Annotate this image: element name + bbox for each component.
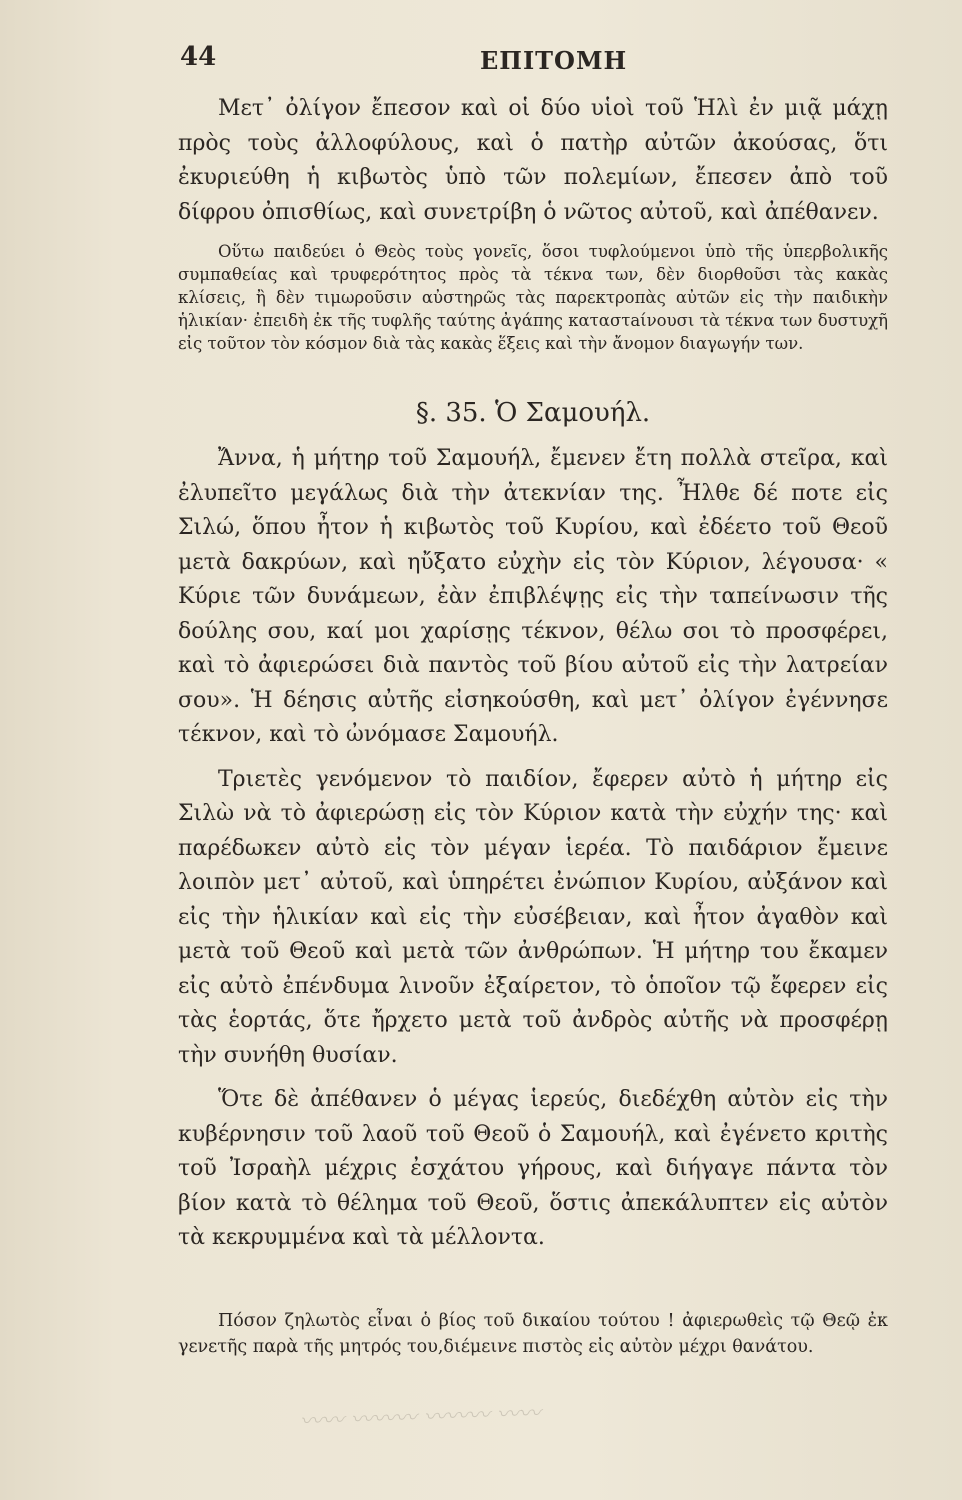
paragraph: Μετ᾽ ὀλίγον ἔπεσον καὶ οἱ δύο υἱοὶ τοῦ Ἡλὶ ἐν μιᾷ μάχῃ πρὸς τοὺς ἀλλοφύλους, καὶ ὁ πατὴρ αὐτῶν ἀκούσας, ὅτι ἐκυριεύθη ἡ κιβωτὸς ὑπὸ τῶν πολεμίων, ἔπεσεν ἀπὸ τοῦ δίφρου ὀπισθίως, καὶ συνετρίβη ὁ νῶτος αὐτοῦ, καὶ ἀπέθανεν. (178, 96, 888, 225)
main-text (178, 442, 888, 1256)
commentary-note-top (178, 240, 888, 355)
paragraph: Ἄννα, ἡ μήτηρ τοῦ Σαμουήλ, ἔμενεν ἔτη πολλὰ στεῖρα, καὶ ἐλυπεῖτο μεγάλως διὰ τὴν ἀτεκνίαν της. Ἦλθε δέ ποτε εἰς Σιλώ, ὅπου ἦτον ἡ κιβωτὸς τοῦ Κυρίου, καὶ ἐδέετο τοῦ Θεοῦ μετὰ δακρύων, καὶ ηὔξατο εὐχὴν εἰς τὸν Κύριον, λέγουσα· « Κύριε τῶν δυνάμεων, ἐὰν ἐπιβλέψῃς εἰς τὴν ταπείνωσιν τῆς δούλης σου, καί μοι χαρίσῃς τέκνον, θέλω σοι τὸ προσφέρει, καὶ τὸ ἀφιερώσει διὰ παντὸς τοῦ βίου αὐτοῦ εἰς τὴν λατρείαν σου». Ἡ δέησις αὐτῆς εἰσηκούσθη, καὶ μετ᾽ ὀλίγον ἐγέννησε τέκνον, καὶ τὸ ὠνόμασε Σαμουήλ. (178, 446, 888, 747)
note-paragraph: Οὕτω παιδεύει ὁ Θεὸς τοὺς γονεῖς, ὅσοι τυφλούμενοι ὑπὸ τῆς ὑπερβολικῆς συμπαθείας καὶ τρυφερότητος πρὸς τὰ τέκνα των, δὲν διορθοῦσι τὰς κακὰς κλίσεις, ἢ δὲν τιμωροῦσιν αὐστηρῶς τὰς παρεκτροπὰς αὐτῶν εἰς τὴν παιδικὴν ἡλικίαν· ἐπειδὴ ἐκ τῆς τυφλῆς ταύτης ἀγάπης καταστaίνουσι τὰ τέκνα των δυστυχῆ εἰς τοῦτον τὸν κόσμον διὰ τὰς κακὰς ἕξεις καὶ τὴν ἄνομον διαγωγήν των. (178, 242, 888, 353)
faded-handwriting-scribble: 〰〰 〰〰〰 〰〰〰 〰〰 (299, 1401, 542, 1435)
commentary-note-bottom (178, 1308, 888, 1360)
page-header (180, 42, 880, 82)
paragraph: Ὅτε δὲ ἀπέθανεν ὁ μέγας ἱερεύς, διεδέχθη αὐτὸν εἰς τὴν κυβέρνησιν τοῦ λαοῦ τοῦ Θεοῦ ὁ Σαμουήλ, καὶ ἐγένετο κριτὴς τοῦ Ἰσραὴλ μέχρις ἐσχάτου γήρους, καὶ διήγαγε πάντα τὸν βίον κατὰ τὸ θέλημα τοῦ Θεοῦ, ὅστις ἀπεκάλυπτεν εἰς αὐτὸν τὰ κεκρυμμένα καὶ τὰ μέλλοντα. (178, 1087, 888, 1250)
opening-text (178, 92, 888, 230)
note-paragraph: Πόσον ζηλωτὸς εἶναι ὁ βίος τοῦ δικαίου τούτου ! ἀφιερωθεὶς τῷ Θεῷ ἐκ γενετῆς παρὰ τῆς μητρός του,διέμεινε πιστὸς εἰς αὐτὸν μέχρι θανάτου. (178, 1311, 888, 1357)
page-number: 44 (180, 42, 217, 72)
running-title: ΕΠΙΤΟΜΗ (480, 46, 628, 75)
paragraph: Τριετὲς γενόμενον τὸ παιδίον, ἔφερεν αὐτὸ ἡ μήτηρ εἰς Σιλὼ νὰ τὸ ἀφιερώσῃ εἰς τὸν Κύριον κατὰ τὴν εὐχήν της· καὶ παρέδωκεν αὐτὸ εἰς τὸν μέγαν ἱερέα. Τὸ παιδάριον ἔμεινε λοιπὸν μετ᾽ αὐτοῦ, καὶ ὑπηρέτει ἐνώπιον Κυρίου, αὐξάνον καὶ εἰς τὴν ἡλικίαν καὶ εἰς τὴν εὐσέβειαν, καὶ ἦτον ἀγαθὸν καὶ μετὰ τοῦ Θεοῦ καὶ μετὰ τῶν ἀνθρώπων. Ἡ μήτηρ του ἔκαμεν εἰς αὐτὸ ἐπένδυμα λινοῦν ἐξαίρετον, τὸ ὁποῖον τῷ ἔφερεν εἰς τὰς ἑορτάς, ὅτε ἤρχετο μετὰ τοῦ ἀνδρὸς αὐτῆς νὰ προσφέρῃ τὴν συνήθη θυσίαν. (178, 766, 888, 1068)
section-heading: §. 35. Ὁ Σαμουήλ. (415, 398, 651, 428)
